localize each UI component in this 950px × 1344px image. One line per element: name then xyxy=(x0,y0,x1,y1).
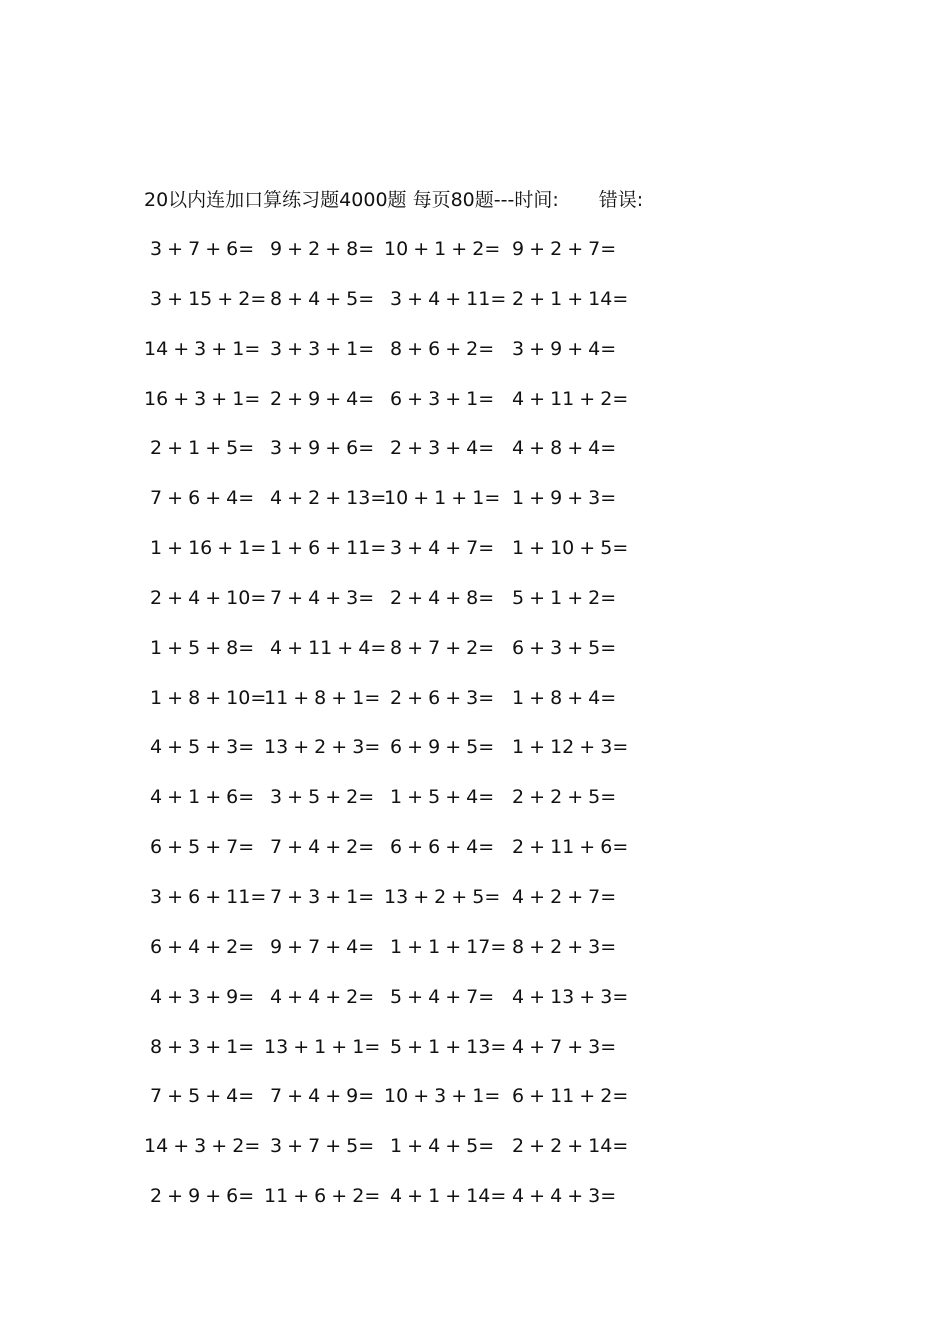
problem-item: 4 + 8 + 4= xyxy=(512,437,617,460)
problem-item: 13 + 2 + 5= xyxy=(384,885,501,908)
problem-item: 2 + 2 + 14= xyxy=(512,1135,629,1158)
worksheet-title: 20以内连加口算练习题4000题 每页80题---时间: xyxy=(144,189,559,211)
problem-item: 10 + 3 + 1= xyxy=(384,1085,501,1108)
problem-item: 3 + 5 + 2= xyxy=(270,786,375,809)
problem-item: 6 + 3 + 5= xyxy=(512,636,617,659)
problem-item: 8 + 7 + 2= xyxy=(390,636,495,659)
problem-item: 1 + 9 + 3= xyxy=(512,487,617,510)
problem-item: 3 + 7 + 6= xyxy=(150,238,255,260)
problem-item: 13 + 2 + 3= xyxy=(264,736,381,759)
problem-item: 11 + 6 + 2= xyxy=(264,1185,381,1208)
errors-label: 错误: xyxy=(598,189,644,211)
problem-item: 1 + 5 + 8= xyxy=(150,636,255,659)
problem-item: 4 + 1 + 14= xyxy=(390,1185,507,1208)
problem-item: 5 + 1 + 13= xyxy=(390,1035,507,1058)
problem-item: 4 + 2 + 7= xyxy=(512,885,617,908)
problem-item: 1 + 10 + 5= xyxy=(512,537,629,560)
problem-item: 2 + 6 + 3= xyxy=(390,686,495,709)
problem-item: 8 + 3 + 1= xyxy=(150,1035,255,1058)
problem-item: 7 + 5 + 4= xyxy=(150,1085,255,1108)
problem-item: 2 + 1 + 14= xyxy=(512,287,629,310)
problem-item: 4 + 4 + 3= xyxy=(512,1185,617,1208)
problem-item: 4 + 4 + 2= xyxy=(270,985,375,1008)
problem-item: 4 + 13 + 3= xyxy=(512,985,629,1008)
problem-item: 2 + 9 + 6= xyxy=(150,1185,255,1208)
problem-item: 4 + 11 + 2= xyxy=(512,387,629,410)
problem-item: 6 + 4 + 2= xyxy=(150,935,255,958)
problem-item: 9 + 2 + 7= xyxy=(512,238,617,260)
problem-item: 5 + 1 + 2= xyxy=(512,586,617,609)
problem-item: 3 + 3 + 1= xyxy=(270,337,375,360)
problem-item: 3 + 9 + 4= xyxy=(512,337,617,360)
problem-item: 6 + 11 + 2= xyxy=(512,1085,629,1108)
problem-item: 2 + 9 + 4= xyxy=(270,387,375,410)
problem-item: 1 + 16 + 1= xyxy=(150,537,267,560)
problem-item: 14 + 3 + 2= xyxy=(144,1135,261,1158)
problem-item: 6 + 6 + 4= xyxy=(390,836,495,859)
problem-item: 2 + 11 + 6= xyxy=(512,836,629,859)
problem-item: 10 + 1 + 1= xyxy=(384,487,501,510)
problem-item: 1 + 4 + 5= xyxy=(390,1135,495,1158)
problem-item: 7 + 3 + 1= xyxy=(270,885,375,908)
problem-item: 14 + 3 + 1= xyxy=(144,337,261,360)
problem-item: 1 + 8 + 4= xyxy=(512,686,617,709)
problem-item: 2 + 1 + 5= xyxy=(150,437,255,460)
problem-item: 7 + 4 + 3= xyxy=(270,586,375,609)
problem-item: 1 + 6 + 11= xyxy=(270,537,387,560)
problem-item: 2 + 4 + 8= xyxy=(390,586,495,609)
problem-item: 7 + 6 + 4= xyxy=(150,487,255,510)
problem-item: 3 + 7 + 5= xyxy=(270,1135,375,1158)
problem-item: 3 + 4 + 11= xyxy=(390,287,507,310)
problem-item: 10 + 1 + 2= xyxy=(384,238,501,260)
problem-item: 3 + 15 + 2= xyxy=(150,287,267,310)
problem-item: 1 + 1 + 17= xyxy=(390,935,507,958)
problem-item: 2 + 2 + 5= xyxy=(512,786,617,809)
problem-item: 9 + 2 + 8= xyxy=(270,238,375,260)
problem-item: 4 + 11 + 4= xyxy=(270,636,387,659)
problem-item: 1 + 5 + 4= xyxy=(390,786,495,809)
worksheet-header xyxy=(144,187,643,213)
problem-item: 4 + 1 + 6= xyxy=(150,786,255,809)
problem-item: 3 + 6 + 11= xyxy=(150,885,267,908)
problem-item: 5 + 4 + 7= xyxy=(390,985,495,1008)
problem-item: 9 + 7 + 4= xyxy=(270,935,375,958)
problem-item: 4 + 7 + 3= xyxy=(512,1035,617,1058)
problem-item: 16 + 3 + 1= xyxy=(144,387,261,410)
problem-item: 3 + 9 + 6= xyxy=(270,437,375,460)
problem-item: 3 + 4 + 7= xyxy=(390,537,495,560)
problem-item: 11 + 8 + 1= xyxy=(264,686,381,709)
problem-item: 8 + 6 + 2= xyxy=(390,337,495,360)
problem-item: 8 + 2 + 3= xyxy=(512,935,617,958)
problem-item: 7 + 4 + 9= xyxy=(270,1085,375,1108)
problem-item: 2 + 4 + 10= xyxy=(150,586,267,609)
problem-item: 6 + 5 + 7= xyxy=(150,836,255,859)
problem-item: 2 + 3 + 4= xyxy=(390,437,495,460)
problem-item: 7 + 4 + 2= xyxy=(270,836,375,859)
problem-item: 8 + 4 + 5= xyxy=(270,287,375,310)
problem-item: 4 + 5 + 3= xyxy=(150,736,255,759)
problem-item: 1 + 12 + 3= xyxy=(512,736,629,759)
problem-item: 6 + 3 + 1= xyxy=(390,387,495,410)
problem-item: 1 + 8 + 10= xyxy=(150,686,267,709)
problem-item: 13 + 1 + 1= xyxy=(264,1035,381,1058)
problem-item: 4 + 2 + 13= xyxy=(270,487,387,510)
problem-item: 6 + 9 + 5= xyxy=(390,736,495,759)
problem-item: 4 + 3 + 9= xyxy=(150,985,255,1008)
